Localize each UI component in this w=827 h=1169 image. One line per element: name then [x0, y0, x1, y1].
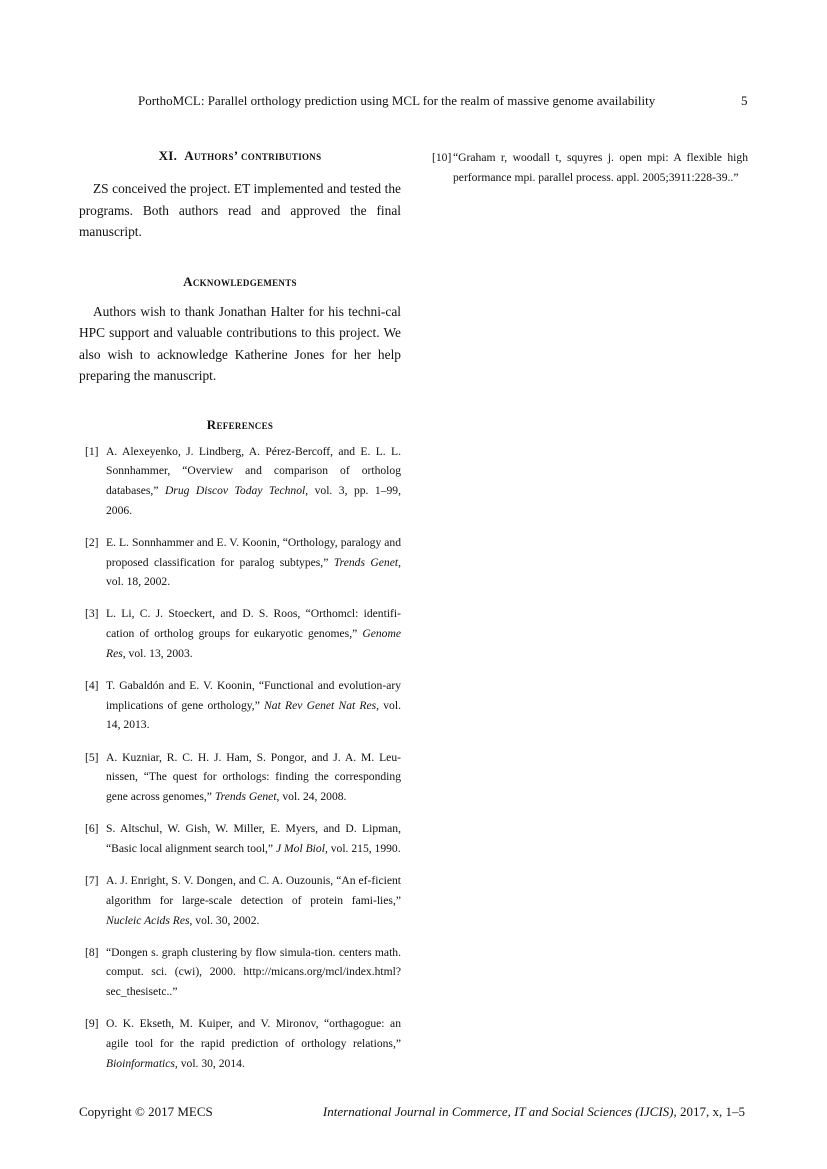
reference-details: , vol. 30, 2014.: [174, 1056, 245, 1070]
reference-journal: J Mol Biol: [275, 841, 325, 855]
reference-number: [7]: [85, 874, 99, 888]
reference-details: , vol. 215, 1990.: [324, 841, 401, 855]
left-column: [79, 148, 401, 1086]
reference-details: , vol. 3, pp. 1–99, 2006.: [106, 483, 401, 517]
reference-journal: Drug Discov Today Technol: [164, 483, 306, 497]
journal-citation: [323, 1104, 745, 1120]
reference-details: , vol. 24, 2008.: [276, 790, 347, 804]
reference-item: [79, 748, 401, 807]
reference-list-continued: [426, 148, 748, 187]
acknowledgements-heading: [79, 274, 401, 290]
reference-item: [79, 676, 401, 735]
reference-journal: Genome Res: [106, 627, 401, 660]
reference-item: [79, 604, 401, 663]
reference-item: [79, 943, 401, 1002]
reference-number: [10]: [432, 151, 452, 164]
reference-number: [4]: [85, 679, 99, 693]
reference-number: [6]: [85, 822, 99, 836]
reference-text: O. K. Ekseth, M. Kuiper, and V. Mironov, “orthagogue: an agile tool for the rapid prediction of orthology relations,”: [106, 1017, 401, 1051]
page-number: 5: [741, 93, 748, 108]
acknowledgements-text: Authors wish to thank Jonathan Halter for his techni-cal HPC support and valuable contributions to this project. We also wish to acknowledge Katherine Jones for her help preparing the manuscript.: [79, 303, 401, 383]
reference-journal: Trends Genet: [333, 555, 399, 569]
reference-text: E. L. Sonnhammer and E. V. Koonin, “Orthology, paralogy and proposed classification for paralog subtypes,”: [106, 535, 401, 569]
reference-item: [79, 1014, 401, 1073]
reference-journal: Trends Genet: [214, 790, 277, 804]
reference-item: [79, 819, 401, 858]
references-heading: [79, 417, 401, 433]
reference-details: , vol. 14, 2013.: [106, 698, 401, 732]
reference-item: [426, 148, 748, 187]
reference-number: [3]: [85, 607, 99, 621]
acknowledgements-title: Acknowledgements: [183, 273, 297, 289]
reference-text: “Graham r, woodall t, squyres j. open mpi: A flexible high performance mpi. parallel process. appl. 2005;3911:228-39..”: [453, 151, 748, 184]
authors-contributions-text: ZS conceived the project. ET implemented and tested the programs. Both authors read and approved the final manuscript.: [79, 181, 401, 239]
authors-contributions-heading: [79, 148, 401, 164]
reference-text: “Dongen s. graph clustering by flow simula-tion. centers math. comput. sci. (cwi), 2000. http://micans.org/mcl/index.html?sec_thesisetc..”: [106, 945, 401, 999]
reference-item: [79, 442, 401, 521]
reference-journal: Nucleic Acids Res: [106, 913, 190, 927]
journal-details: 2017, x, 1–5: [676, 1104, 745, 1119]
reference-number: [5]: [85, 750, 99, 764]
section-number: XI.: [158, 148, 178, 163]
reference-text: T. Gabaldón and E. V. Koonin, “Functional and evolution-ary implications of gene orthology,”: [106, 679, 401, 712]
right-column: [426, 148, 748, 200]
reference-text: A. Kuzniar, R. C. H. J. Ham, S. Pongor, and J. A. M. Leu-nissen, “The quest for orthologs: finding the corresponding gene across genomes,”: [106, 750, 401, 804]
reference-list: [79, 442, 401, 1074]
reference-text: A. Alexeyenko, J. Lindberg, A. Pérez-Bercoff, and E. L. L. Sonnhammer, “Overview and comparison of ortholog databases,”: [106, 444, 401, 497]
reference-text: A. J. Enright, S. V. Dongen, and C. A. Ouzounis, “An ef-ficient algorithm for large-scale detection of protein fami-lies,”: [106, 874, 401, 907]
references-title: References: [206, 416, 274, 432]
reference-journal: Bioinformatics: [106, 1056, 175, 1070]
reference-item: [79, 871, 401, 930]
reference-details: , vol. 18, 2002.: [106, 555, 401, 589]
reference-text: S. Altschul, W. Gish, W. Miller, E. Myers, and D. Lipman, “Basic local alignment search tool,”: [106, 822, 401, 855]
journal-name: International Journal in Commerce, IT and Social Sciences (IJCIS),: [322, 1104, 677, 1119]
reference-details: , vol. 30, 2002.: [189, 913, 260, 927]
section-title: Authors’ contributions: [184, 148, 322, 163]
running-title: PorthoMCL: Parallel orthology prediction using MCL for the realm of massive genome availability: [138, 93, 656, 108]
reference-text: L. Li, C. J. Stoeckert, and D. S. Roos, “Orthomcl: identifi-cation of ortholog groups for eukaryotic genomes,”: [106, 607, 401, 641]
copyright-notice: Copyright © 2017 MECS: [79, 1104, 213, 1119]
reference-number: [2]: [85, 535, 99, 549]
reference-item: [79, 533, 401, 592]
reference-number: [9]: [85, 1017, 99, 1031]
reference-journal: Nat Rev Genet Nat Res: [264, 698, 377, 712]
reference-number: [8]: [85, 945, 99, 959]
reference-number: [1]: [85, 444, 99, 458]
reference-details: , vol. 13, 2003.: [122, 646, 193, 660]
